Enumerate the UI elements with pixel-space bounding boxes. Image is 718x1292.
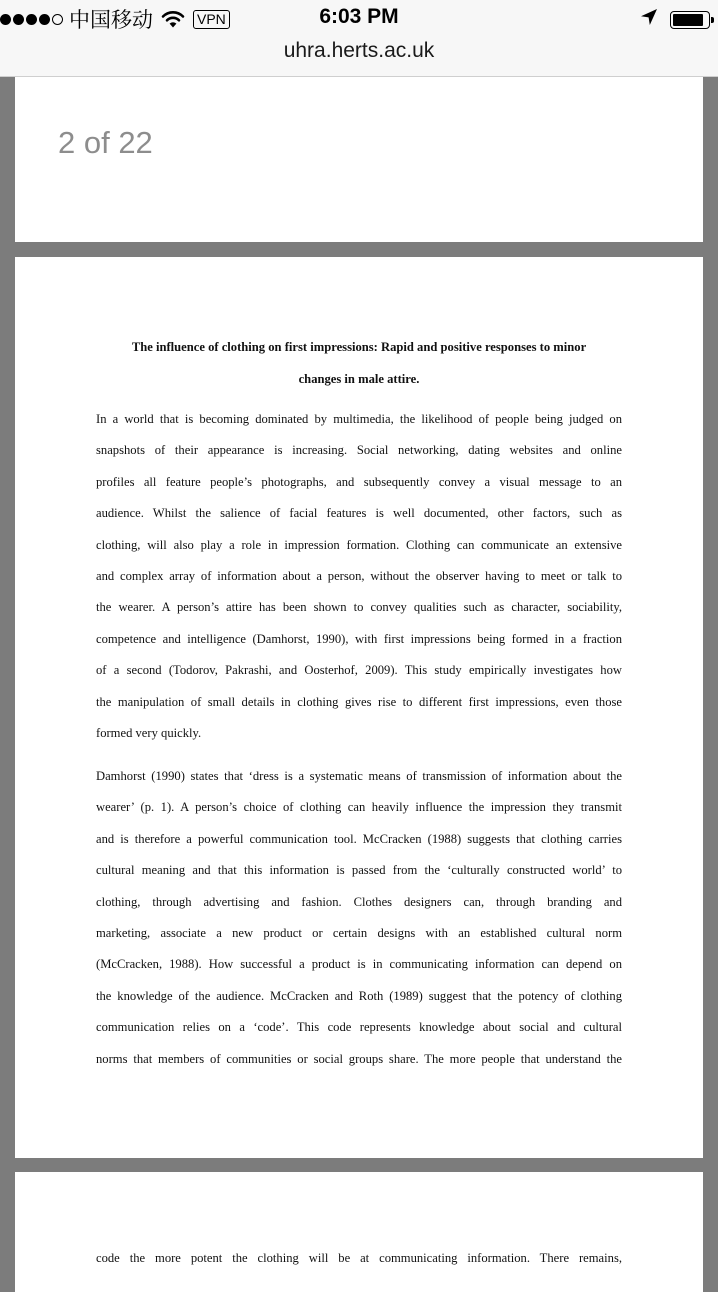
text-line: code the more potent the clothing will be at communicating information. There remains, (96, 1251, 622, 1265)
text-line: and complex array of information about a person, without the observer having to meet or talk to (96, 568, 622, 583)
pdf-page-2 (15, 257, 703, 1158)
text-line: competence and intelligence (Damhorst, 1990), with first impressions being formed in a fraction (96, 631, 622, 646)
vpn-badge: VPN (193, 10, 230, 29)
paragraph-1 (96, 404, 622, 749)
paragraph-continued (96, 1243, 622, 1274)
text-line: cultural meaning and that this information is passed from the ‘culturally constructed world’ to (96, 863, 622, 878)
pdf-page-3 (15, 1172, 703, 1292)
status-bar-left (0, 6, 230, 32)
cellular-signal-icon (0, 14, 63, 25)
text-line: profiles all feature people’s photographs, and subsequently convey a visual message to an (96, 474, 622, 489)
signal-bar (0, 14, 11, 25)
text-line: of a second (Todorov, Pakrashi, and Oosterhof, 2009). This study empirically investigates how (96, 663, 622, 678)
page-counter: 2 of 22 (58, 125, 153, 160)
text-line: snapshots of their appearance is increasing. Social networking, dating websites and online (96, 443, 622, 458)
text-line: norms that members of communities or social groups share. The more people that understand the (96, 1051, 622, 1066)
signal-bar (13, 14, 24, 25)
text-line: clothing, will also play a role in impression formation. Clothing can communicate an extensive (96, 537, 622, 552)
location-arrow-icon (640, 8, 658, 31)
signal-bar (39, 14, 50, 25)
carrier-name: 中国移动 (69, 8, 153, 32)
text-line: the knowledge of the audience. McCracken and Roth (1989) suggest that the potency of clothing (96, 988, 622, 1003)
signal-bar (52, 14, 63, 25)
text-line: communication relies on a ‘code’. This code represents knowledge about social and cultural (96, 1020, 622, 1035)
status-time: 6:03 PM (319, 5, 399, 28)
address-bar-url[interactable]: uhra.herts.ac.uk (283, 39, 435, 62)
text-line: the wearer. A person’s attire has been shown to convey qualities such as character, sociability, (96, 600, 622, 615)
document-title (55, 332, 663, 395)
signal-bar (26, 14, 37, 25)
battery-terminal (711, 17, 714, 23)
text-line: the manipulation of small details in clothing gives rise to different first impressions, even those (96, 694, 622, 709)
document-title-line: The influence of clothing on first impressions: Rapid and positive responses to minor (131, 340, 587, 354)
text-line: (McCracken, 1988). How successful a product is in communicating information can depend on (96, 957, 622, 972)
text-line: and is therefore a powerful communication tool. McCracken (1988) suggests that clothing carries (96, 831, 622, 846)
text-line: wearer’ (p. 1). A person’s choice of clothing can heavily influence the impression they transmit (96, 800, 622, 815)
wifi-icon (161, 10, 185, 28)
paragraph-2 (96, 761, 622, 1075)
battery-icon (670, 11, 710, 29)
text-line: marketing, associate a new product or certain designs with an established cultural norm (96, 925, 622, 940)
browser-top-bar (0, 0, 718, 77)
text-line: clothing, through advertising and fashion. Clothes designers can, through branding and (96, 894, 622, 909)
text-line: audience. Whilst the salience of facial features is well documented, other factors, such as (96, 506, 622, 521)
battery-level (673, 14, 703, 26)
pdf-page-1 (15, 77, 703, 242)
text-line: Damhorst (1990) states that ‘dress is a systematic means of transmission of information about the (96, 769, 622, 783)
text-line: In a world that is becoming dominated by multimedia, the likelihood of people being judged on (96, 412, 622, 426)
document-title-line: changes in male attire. (298, 371, 420, 386)
status-bar-right (640, 8, 710, 31)
text-line: formed very quickly. (96, 725, 202, 740)
